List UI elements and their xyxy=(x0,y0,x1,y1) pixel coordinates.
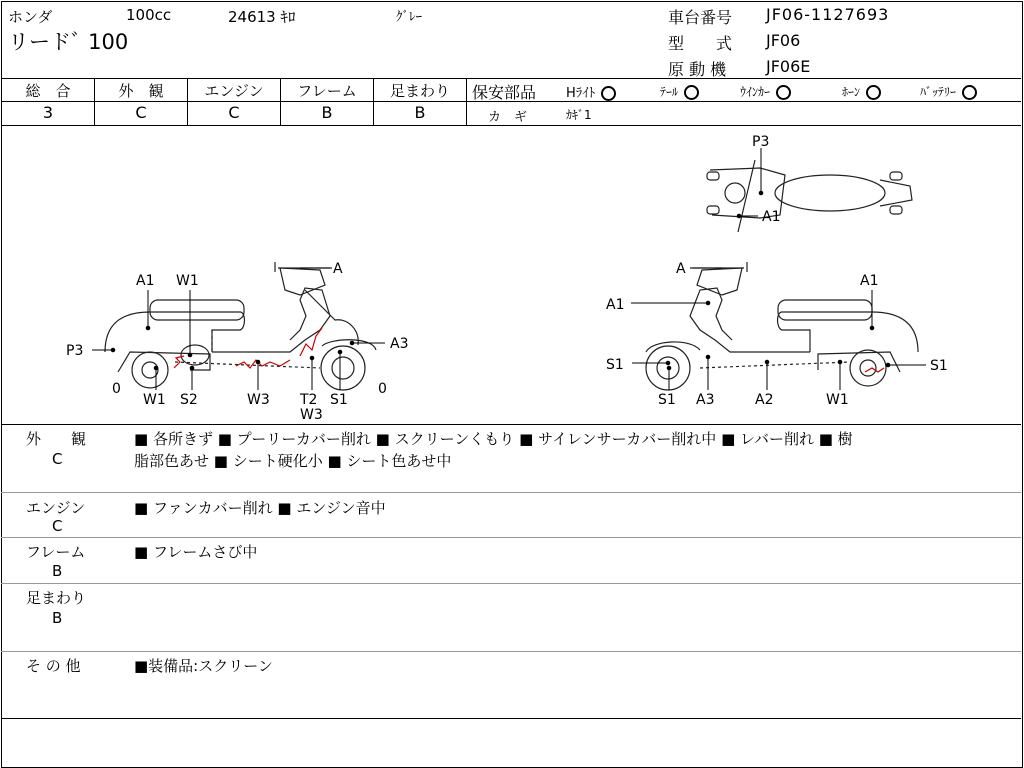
grade-header-engine: エンジン xyxy=(204,82,264,100)
safety-item-label: ﾎｰﾝ xyxy=(842,85,861,99)
check-ok-icon xyxy=(601,86,616,101)
key-value: ｶｷﾞ1 xyxy=(566,108,592,122)
divider xyxy=(1,537,1021,538)
displacement: 100cc xyxy=(126,6,172,24)
label-s2: S2 xyxy=(180,392,198,408)
grade-value-frame: B xyxy=(321,103,333,122)
safety-title: 保安部品 xyxy=(472,83,537,102)
safety-item-label: ｳｲﾝｶｰ xyxy=(740,85,771,99)
safety-item-horn xyxy=(842,83,881,100)
safety-item-winker xyxy=(740,83,791,100)
divider xyxy=(1,492,1021,493)
damage-diagram xyxy=(0,126,1024,424)
grade-value-engine: C xyxy=(228,103,240,122)
label-a1-rear: A1 xyxy=(860,273,879,289)
safety-item-label: ﾊﾞｯﾃﾘｰ xyxy=(920,85,957,99)
damage-marks xyxy=(174,328,884,372)
divider xyxy=(1,78,1021,79)
label-zero-left: 0 xyxy=(112,381,121,397)
top-view-scooter-drawing xyxy=(707,160,912,232)
remark-line: ■装備品:スクリーン xyxy=(134,657,273,675)
divider xyxy=(467,101,1021,102)
key-label: カ ギ xyxy=(488,110,528,125)
label-p3-top: P3 xyxy=(752,134,770,150)
remark-label-suspension: 足まわり xyxy=(26,589,87,607)
grade-value-overall: 3 xyxy=(42,103,54,122)
grade-header-suspension: 足まわり xyxy=(389,82,450,100)
mileage: 24613 ｷﾛ xyxy=(228,8,296,26)
divider xyxy=(466,78,467,125)
remark-line: ■ フレームさび中 xyxy=(134,543,258,561)
grade-header-overall: 総 合 xyxy=(25,82,71,100)
label-a2: A2 xyxy=(755,392,774,408)
safety-item-headlight xyxy=(566,82,616,101)
label-t2: T2 xyxy=(300,392,318,408)
check-ok-icon xyxy=(866,85,881,100)
grade-header-frame: フレーム xyxy=(297,82,357,100)
engine-label: 原 動 機 xyxy=(668,60,727,79)
label-w3: W3 xyxy=(247,392,270,408)
remark-label-exterior: 外 観 xyxy=(26,430,87,448)
remark-grade-engine: C xyxy=(52,517,63,535)
type-value: JF06 xyxy=(766,31,801,50)
label-s1-bottom: S1 xyxy=(658,392,676,408)
label-zero-right: 0 xyxy=(378,381,387,397)
check-ok-icon xyxy=(962,85,977,100)
label-a: A xyxy=(333,261,343,277)
divider xyxy=(1,583,1021,584)
remark-label-other: そ の 他 xyxy=(26,657,81,675)
label-w1-top: W1 xyxy=(176,273,199,289)
maker: ホンダ xyxy=(8,8,53,26)
remark-label-frame: フレーム xyxy=(26,543,86,561)
remark-label-engine: エンジン xyxy=(26,499,86,517)
remark-grade-suspension: B xyxy=(52,609,63,627)
divider xyxy=(1,651,1021,652)
color: ｸﾞﾚｰ xyxy=(396,10,422,25)
safety-item-label: Hﾗｲﾄ xyxy=(566,86,596,101)
model-name: リードﾞ 100 xyxy=(8,30,129,54)
divider xyxy=(1,424,1021,425)
label-s1-right: S1 xyxy=(930,358,948,374)
grade-value-suspension: B xyxy=(414,103,426,122)
frame-no: JF06-1127693 xyxy=(766,5,890,24)
label-w1: W1 xyxy=(143,392,166,408)
remark-grade-frame: B xyxy=(52,562,63,580)
label-p3: P3 xyxy=(66,343,84,359)
engine-value: JF06E xyxy=(766,57,811,76)
grade-value-exterior: C xyxy=(135,103,147,122)
safety-item-label: ﾃｰﾙ xyxy=(660,85,679,99)
frame-no-label: 車台番号 xyxy=(668,8,733,27)
label-s1: S1 xyxy=(330,392,348,408)
label-s1-left: S1 xyxy=(606,357,624,373)
type-label: 型 式 xyxy=(668,34,733,53)
safety-item-tail xyxy=(660,83,699,100)
label-w1-right: W1 xyxy=(826,392,849,408)
label-a3-right: A3 xyxy=(696,392,715,408)
check-ok-icon xyxy=(776,85,791,100)
label-a3: A3 xyxy=(390,336,409,352)
safety-item-battery xyxy=(920,83,977,100)
remark-line: ■ ファンカバー削れ ■ エンジン音中 xyxy=(134,499,386,517)
remark-grade-exterior: C xyxy=(52,450,63,468)
check-ok-icon xyxy=(684,85,699,100)
label-w3b: W3 xyxy=(300,407,323,423)
grade-header-exterior: 外 観 xyxy=(118,82,164,100)
divider xyxy=(1,718,1021,719)
label-a-right: A xyxy=(676,261,686,277)
label-a1-top: A1 xyxy=(762,209,781,225)
label-a1-side: A1 xyxy=(606,297,625,313)
diagram-labels xyxy=(66,134,948,423)
divider xyxy=(1,101,467,102)
remark-line: 脂部色あせ ■ シート硬化小 ■ シート色あせ中 xyxy=(134,452,452,470)
remark-line: ■ 各所きず ■ プーリーカバー削れ ■ スクリーンくもり ■ サイレンサーカバー削れ中 ■ レバー削れ ■ 樹 xyxy=(134,430,853,448)
label-a1: A1 xyxy=(136,273,155,289)
